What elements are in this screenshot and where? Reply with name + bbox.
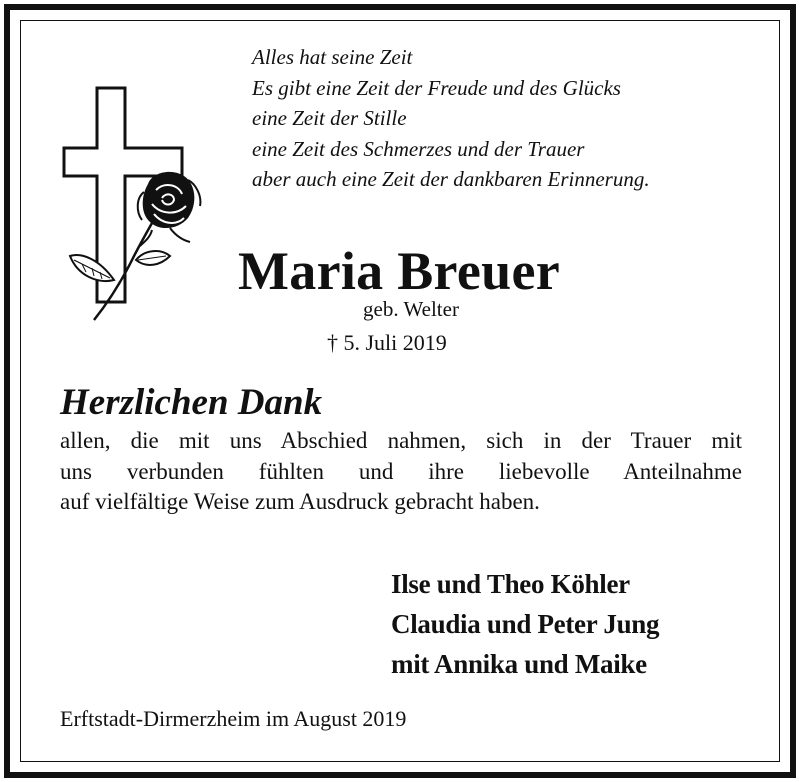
cross-with-rose-icon	[52, 80, 202, 330]
thanks-line: uns verbunden fühlten und ihre liebevolle Anteilnahme	[60, 458, 742, 484]
thanks-line: allen, die mit uns Abschied nahmen, sich in der Trauer mit	[60, 428, 742, 453]
maiden-name-row	[0, 297, 800, 322]
poem-line: eine Zeit der Stille	[252, 106, 407, 130]
signature-line: mit Annika und Maike	[391, 649, 647, 679]
signatures	[391, 564, 659, 684]
thanks-line: auf vielfältige Weise zum Ausdruck gebracht haben.	[60, 489, 540, 514]
poem-line: Alles hat seine Zeit	[252, 45, 413, 69]
poem-line: aber auch eine Zeit der dankbaren Erinnerung.	[252, 167, 650, 191]
poem-line: Es gibt eine Zeit der Freude und des Glücks	[252, 75, 621, 100]
signature-line: Ilse und Theo Köhler	[391, 569, 630, 599]
deceased-name: Maria Breuer	[238, 241, 560, 301]
thanks-text	[60, 426, 742, 518]
death-date: † 5. Juli 2019	[327, 330, 447, 355]
maiden-name: geb. Welter	[363, 297, 459, 321]
signature-line: Claudia und Peter Jung	[391, 609, 660, 639]
place-date: Erftstadt-Dirmerzheim im August 2019	[60, 706, 407, 731]
poem-line: eine Zeit des Schmerzes und der Trauer	[252, 136, 585, 161]
thanks-heading: Herzlichen Dank	[60, 382, 323, 423]
poem	[252, 42, 772, 195]
